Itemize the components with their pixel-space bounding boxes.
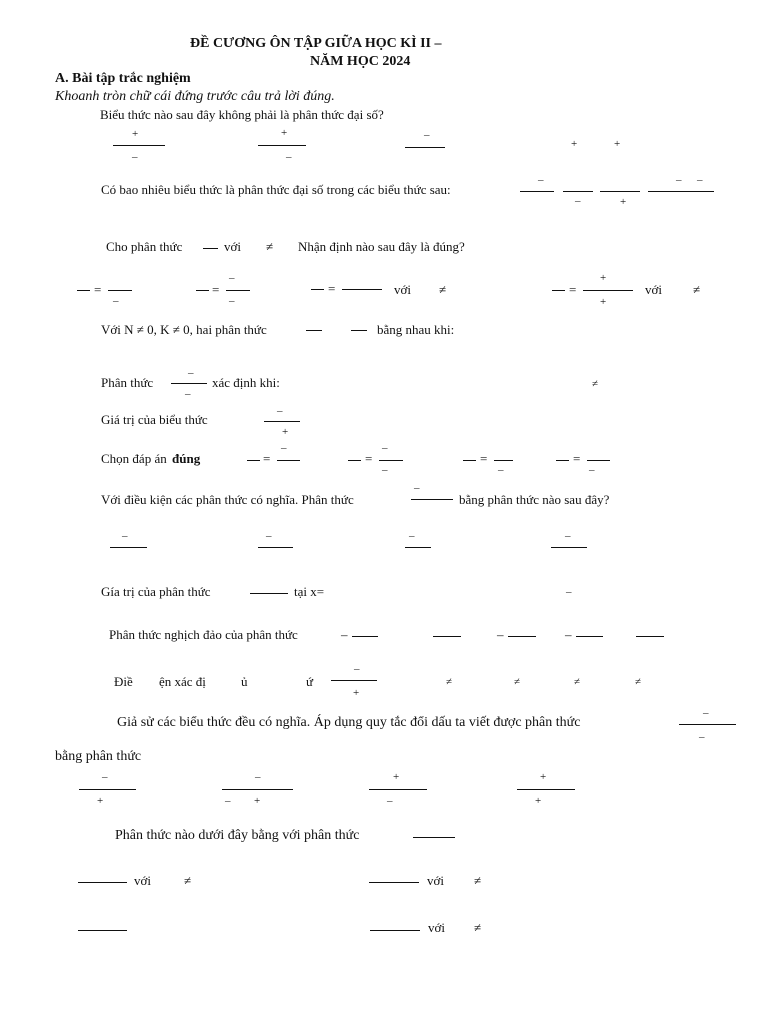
- q7-text-b: đúng: [172, 451, 201, 466]
- q5-den-sign: –: [185, 388, 191, 400]
- q2-f3-den-sign: +: [620, 196, 627, 208]
- q3-neq: ≠: [266, 239, 274, 254]
- q12-d-bar: [517, 789, 575, 790]
- section-heading: A. Bài tập trắc nghiệm: [55, 71, 191, 86]
- q9-text-b: tại x=: [294, 584, 325, 599]
- q3-c-neq: ≠: [439, 282, 447, 297]
- q7-d-bar-1: [556, 460, 569, 461]
- q1-a-num-sign: +: [132, 128, 139, 140]
- q9-option-sign: –: [566, 586, 572, 598]
- q11-d-neq: ≠: [635, 676, 642, 688]
- q8-b-num-sign: –: [266, 530, 272, 542]
- q7-a-num-sign: –: [281, 442, 287, 454]
- q7-d-den-sign: –: [589, 464, 595, 476]
- q1-d-sign-1: +: [571, 138, 578, 150]
- q3-c-eq: =: [328, 281, 336, 296]
- q1-b-num-sign: +: [281, 127, 288, 139]
- q3-d-eq: =: [569, 282, 577, 297]
- q10-b-minus: –: [497, 627, 504, 642]
- q13-b-bar: [369, 882, 419, 883]
- q10-a-bar: [433, 636, 461, 637]
- q12-num-sign: –: [703, 707, 709, 719]
- q13-text: Phân thức nào dưới đây bằng với phân thức: [115, 828, 360, 843]
- q3-c-bar-1: [311, 289, 324, 290]
- q7-c-bar-2: [494, 460, 513, 461]
- q3-b-bar-1: [196, 290, 209, 291]
- q7-d-eq: =: [573, 451, 581, 466]
- q2-f3-bar: [600, 191, 640, 192]
- q6-text: Giá trị của biểu thức: [101, 412, 208, 427]
- q12-b-den-sign-2: +: [254, 795, 261, 807]
- q7-d-bar-2: [587, 460, 610, 461]
- q12-c-bar: [369, 789, 427, 790]
- instruction: Khoanh tròn chữ cái đứng trước câu trả lời đúng.: [55, 89, 335, 104]
- q8-text-b: bằng phân thức nào sau đây?: [459, 492, 610, 507]
- q1-b-den-sign: –: [286, 151, 292, 163]
- q2-f1-num-sign: –: [538, 174, 544, 186]
- q9-fraction-bar: [250, 593, 288, 594]
- title-line-1: ĐỀ CƯƠNG ÔN TẬP GIỮA HỌC KÌ II –: [190, 36, 442, 51]
- q5-num-sign: –: [188, 367, 194, 379]
- q13-a-voi: với: [134, 873, 151, 888]
- q2-f1-bar: [520, 191, 554, 192]
- q2-f2-den-sign: –: [575, 195, 581, 207]
- q3-a-bar-2: [108, 290, 132, 291]
- q3-text-b: với: [224, 239, 241, 254]
- q1-a-fraction-bar: [113, 145, 165, 146]
- q4-text-a: Với N ≠ 0, K ≠ 0, hai phân thức: [101, 322, 267, 337]
- q7-text-a: Chọn đáp án: [101, 451, 167, 466]
- q13-b-voi: với: [427, 873, 444, 888]
- q11-text-c: ủ: [241, 674, 248, 689]
- q8-d-bar: [551, 547, 587, 548]
- q3-b-bar-2: [226, 290, 250, 291]
- q11-text-d: ứ: [306, 674, 314, 689]
- q8-d-num-sign: –: [565, 530, 571, 542]
- q3-c-bar-2: [342, 289, 382, 290]
- q7-b-num-sign: –: [382, 442, 388, 454]
- q10-b-bar: [508, 636, 536, 637]
- q3-text-a: Cho phân thức: [106, 239, 183, 254]
- q13-a-bar: [78, 882, 127, 883]
- q3-c-voi: với: [394, 282, 411, 297]
- q11-text-a: Điề: [114, 674, 133, 689]
- q13-b-neq: ≠: [474, 873, 482, 888]
- q8-c-bar: [405, 547, 431, 548]
- q12-b-den-sign-1: –: [225, 795, 231, 807]
- q12-text-a: Giả sử các biểu thức đều có nghĩa. Áp dụng quy tắc đổi dấu ta viết được phân thức: [117, 715, 581, 730]
- q8-fraction-bar: [411, 499, 453, 500]
- q7-c-den-sign: –: [498, 464, 504, 476]
- q12-b-num-sign: –: [255, 771, 261, 783]
- q4-text-b: bằng nhau khi:: [377, 322, 455, 337]
- q8-c-num-sign: –: [409, 530, 415, 542]
- q11-den-sign: +: [353, 687, 360, 699]
- q3-a-den-sign: –: [113, 295, 119, 307]
- q12-c-num-sign: +: [393, 771, 400, 783]
- q7-c-eq: =: [480, 451, 488, 466]
- q8-a-bar: [110, 547, 147, 548]
- q10-c-bar: [576, 636, 603, 637]
- q12-d-den-sign: +: [535, 795, 542, 807]
- q3-d-den-sign: +: [600, 296, 607, 308]
- q10-d-bar: [636, 636, 664, 637]
- q7-b-den-sign: –: [382, 464, 388, 476]
- title-line-2: NĂM HỌC 2024: [310, 54, 411, 69]
- q12-fraction-bar: [679, 724, 736, 725]
- q3-b-eq: =: [212, 282, 220, 297]
- q5-fraction-bar: [171, 383, 207, 384]
- q12-d-num-sign: +: [540, 771, 547, 783]
- q6-fraction-bar: [264, 421, 300, 422]
- q3-d-num-sign: +: [600, 272, 607, 284]
- q5-option-neq: ≠: [592, 378, 599, 390]
- q11-b-neq: ≠: [514, 676, 521, 688]
- q11-num-sign: –: [354, 663, 360, 675]
- q13-d-voi: với: [428, 920, 445, 935]
- q8-b-bar: [258, 547, 293, 548]
- q12-b-bar: [222, 789, 293, 790]
- q3-a-bar-1: [77, 290, 90, 291]
- q4-fraction-bar-2: [351, 330, 367, 331]
- q3-d-bar-1: [552, 290, 565, 291]
- q1-a-den-sign: –: [132, 151, 138, 163]
- q3-b-den-sign: –: [229, 295, 235, 307]
- q10-text: Phân thức nghịch đảo của phân thức: [109, 627, 298, 642]
- q1-c-fraction-bar: [405, 147, 445, 148]
- q7-a-eq: =: [263, 451, 271, 466]
- q3-d-voi: với: [645, 282, 662, 297]
- q7-b-bar-2: [379, 460, 403, 461]
- q6-num-sign: –: [277, 405, 283, 417]
- q2-f4-num-sign-2: –: [697, 174, 703, 186]
- question-2: Có bao nhiêu biểu thức là phân thức đại số trong các biểu thức sau:: [101, 182, 451, 197]
- q7-b-bar-1: [348, 460, 361, 461]
- q12-den-sign: –: [699, 731, 705, 743]
- q3-d-bar-2: [583, 290, 633, 291]
- q3-text-c: Nhận định nào sau đây là đúng?: [298, 239, 465, 254]
- q12-a-den-sign: +: [97, 795, 104, 807]
- q2-f4-num-sign-1: –: [676, 174, 682, 186]
- q10-c-minus: –: [565, 627, 572, 642]
- q12-a-num-sign: –: [102, 771, 108, 783]
- q7-a-bar-2: [277, 460, 300, 461]
- q8-num-sign: –: [414, 482, 420, 494]
- q8-text-a: Với điều kiện các phân thức có nghĩa. Phân thức: [101, 492, 354, 507]
- q13-d-neq: ≠: [474, 920, 482, 935]
- q11-fraction-bar: [331, 680, 377, 681]
- q1-c-num-sign: –: [424, 129, 430, 141]
- q11-text-b: ện xác đị: [159, 674, 206, 689]
- q1-d-sign-2: +: [614, 138, 621, 150]
- q13-fraction-bar: [413, 837, 455, 838]
- q10-fraction-bar: [352, 636, 378, 637]
- q13-d-bar: [370, 930, 420, 931]
- q12-text-b: bằng phân thức: [55, 749, 142, 764]
- q3-a-eq: =: [94, 282, 102, 297]
- q9-text-a: Gía trị của phân thức: [101, 584, 211, 599]
- q1-b-fraction-bar: [258, 145, 306, 146]
- q7-a-bar-1: [247, 460, 260, 461]
- q12-c-den-sign: –: [387, 795, 393, 807]
- q7-b-eq: =: [365, 451, 373, 466]
- q5-text-a: Phân thức: [101, 375, 154, 390]
- q13-a-neq: ≠: [184, 873, 192, 888]
- question-1: Biểu thức nào sau đây không phải là phân thức đại số?: [100, 107, 384, 122]
- q13-c-bar: [78, 930, 127, 931]
- q5-text-b: xác định khi:: [212, 375, 280, 390]
- q2-f2-bar: [563, 191, 593, 192]
- q11-c-neq: ≠: [574, 676, 581, 688]
- q6-den-sign: +: [282, 426, 289, 438]
- q10-minus: –: [341, 627, 348, 642]
- q3-fraction-bar: [203, 248, 218, 249]
- q4-fraction-bar-1: [306, 330, 322, 331]
- q7-c-bar-1: [463, 460, 476, 461]
- q12-a-bar: [79, 789, 136, 790]
- q3-d-neq: ≠: [693, 282, 701, 297]
- q11-a-neq: ≠: [446, 676, 453, 688]
- q3-b-num-sign: –: [229, 272, 235, 284]
- q2-f4-bar: [648, 191, 714, 192]
- q8-a-num-sign: –: [122, 530, 128, 542]
